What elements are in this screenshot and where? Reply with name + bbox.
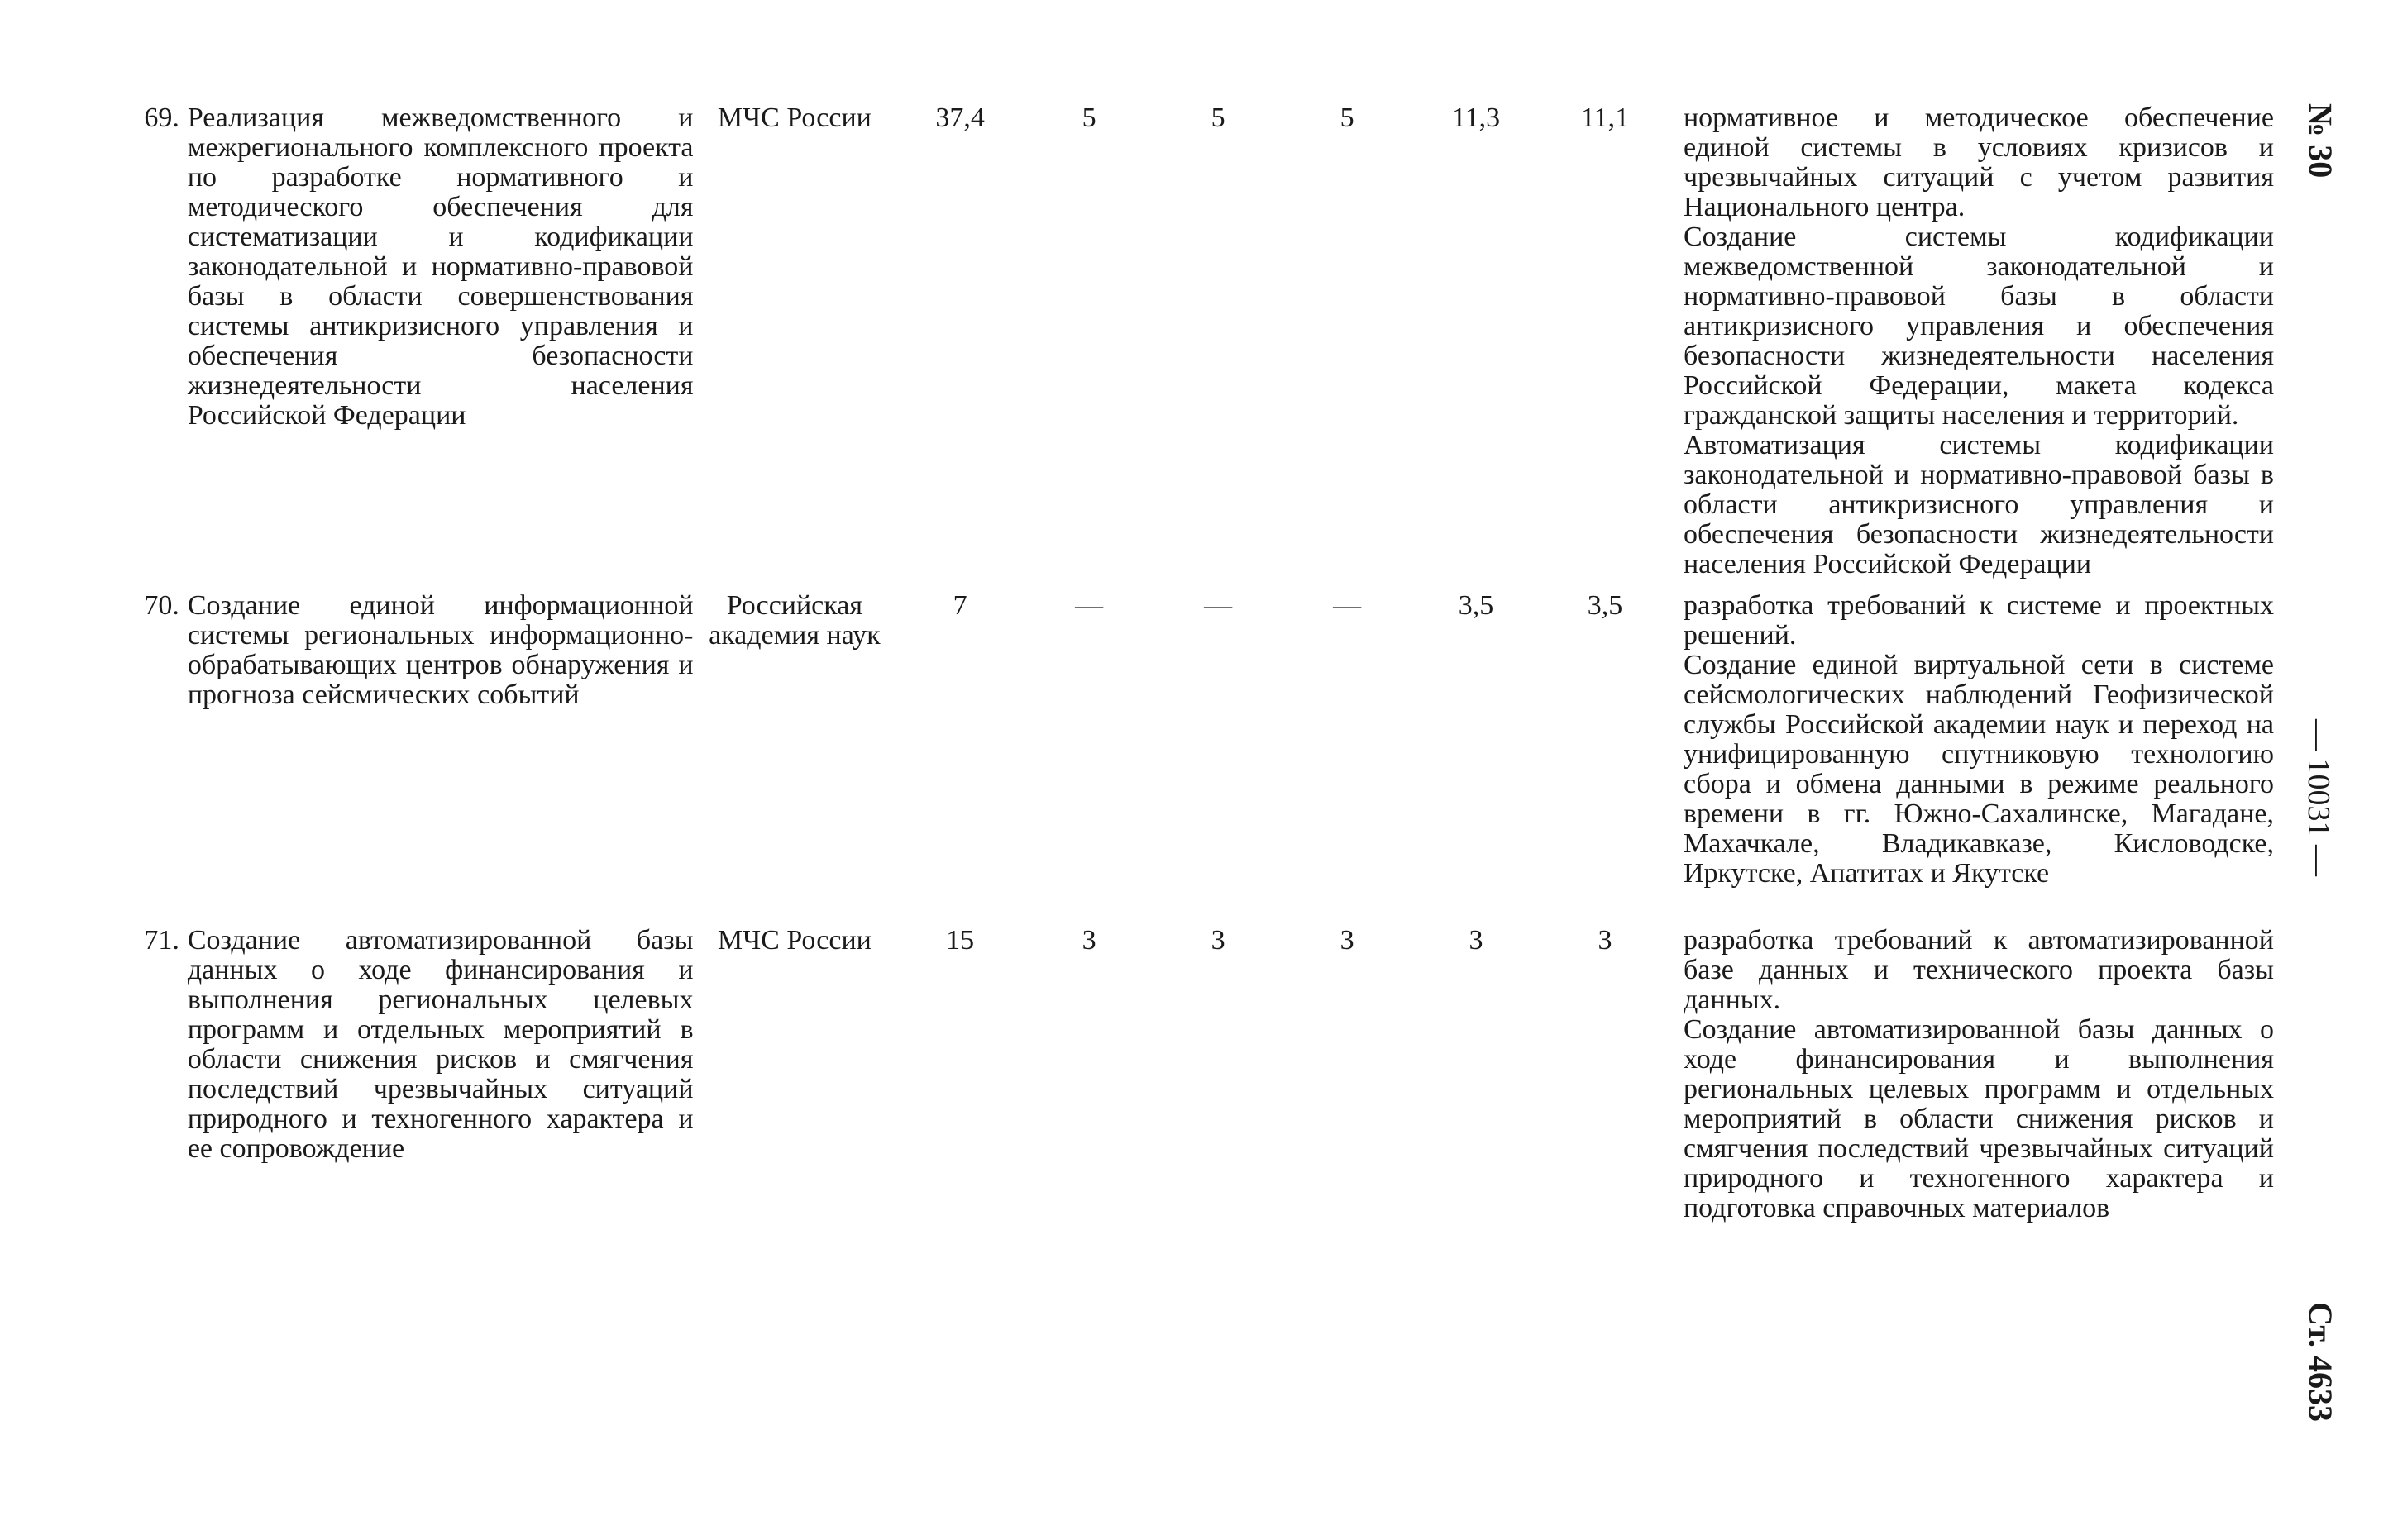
row-title: Создание единой информационной системы региональных информационно-обрабатывающих центров обнаружения и прогноза сейсмических событий <box>187 590 694 710</box>
value-year-4: 11,3 <box>1451 103 1501 133</box>
value-year-1: — <box>1075 590 1104 621</box>
value-year-2: 5 <box>1211 103 1225 133</box>
description-paragraph: нормативное и методическое обеспечение единой системы в условиях кризисов и чрезвычайных ситуаций с учетом развития Национального центра. <box>1683 103 2274 222</box>
description-paragraph: Автоматизация системы кодификации законодательной и нормативно-правовой базы в области антикризисного управления и обеспечения безопасности жизнедеятельности населения Российской Федерации <box>1683 430 2274 579</box>
value-year-1: 5 <box>1082 103 1096 133</box>
value-total: 37,4 <box>935 103 985 133</box>
value-year-3: 5 <box>1340 103 1354 133</box>
row-description <box>1669 926 2274 1223</box>
row-number: 70. <box>144 590 179 621</box>
table-row <box>107 591 2274 926</box>
row-executor: Российская академия наук <box>709 590 881 651</box>
issue-number: № 30 <box>2302 103 2339 179</box>
description-paragraph: Создание единой виртуальной сети в системе сейсмологических наблюдений Геофизической службы Российской академии наук и переход на унифицированную спутниковую технологию сбора и обмена данными в режиме реального времени в гг. Южно-Сахалинске, Магадане, Махачкале, Владикавказе, Кисловодске, Иркутске, Апатитах и Якутске <box>1683 650 2274 889</box>
table-row <box>107 926 2274 1223</box>
row-title: Создание автоматизированной базы данных о ходе финансирования и выполнения региональных целевых программ и отдельных мероприятий в области снижения рисков и смягчения последствий чрезвычайных ситуаций природного и техногенного характера и ее сопровождение <box>187 925 694 1164</box>
program-table <box>107 103 2274 1223</box>
description-paragraph: Создание автоматизированной базы данных о ходе финансирования и выполнения региональных целевых программ и отдельных мероприятий в области снижения рисков и смягчения последствий чрезвычайных ситуаций природного и техногенного характера и подготовка справочных материалов <box>1683 1014 2274 1223</box>
value-year-4: 3 <box>1469 925 1483 956</box>
row-executor: МЧС России <box>717 103 872 133</box>
value-year-3: — <box>1333 590 1362 621</box>
value-year-4: 3,5 <box>1458 590 1494 621</box>
value-year-5: 3 <box>1598 925 1612 956</box>
row-number: 69. <box>144 103 179 133</box>
row-description <box>1669 103 2274 591</box>
table-row <box>107 103 2274 591</box>
description-paragraph: Создание системы кодификации межведомственной законодательной и нормативно-правовой базы в области антикризисного управления и обеспечения безопасности жизнедеятельности населения Российской Федерации, макета кодекса гражданской защиты населения и территорий. <box>1683 222 2274 431</box>
row-description <box>1669 591 2274 926</box>
value-year-1: 3 <box>1082 925 1096 956</box>
value-year-5: 3,5 <box>1587 590 1623 621</box>
value-year-2: — <box>1204 590 1233 621</box>
page-code: — 10031 — <box>2301 719 2336 876</box>
value-total: 7 <box>953 590 967 621</box>
row-title: Реализация межведомственного и межрегионального комплексного проекта по разработке нормативного и методического обеспечения для систематизации и кодификации законодательной и нормативно-правовой базы в области совершенствования системы антикризисного управления и обеспечения безопасности жизнедеятельности населения Российской Федерации <box>187 103 694 431</box>
value-year-3: 3 <box>1340 925 1354 956</box>
value-year-2: 3 <box>1211 925 1225 956</box>
value-year-5: 11,1 <box>1580 103 1630 133</box>
description-paragraph: разработка требований к системе и проектных решений. <box>1683 590 2274 651</box>
row-executor: МЧС России <box>717 925 872 956</box>
description-paragraph: разработка требований к автоматизированной базе данных и технического проекта базы данных. <box>1683 925 2274 1015</box>
page-number: Ст. 4633 <box>2302 1302 2339 1422</box>
value-total: 15 <box>946 925 975 956</box>
row-number: 71. <box>144 925 179 956</box>
